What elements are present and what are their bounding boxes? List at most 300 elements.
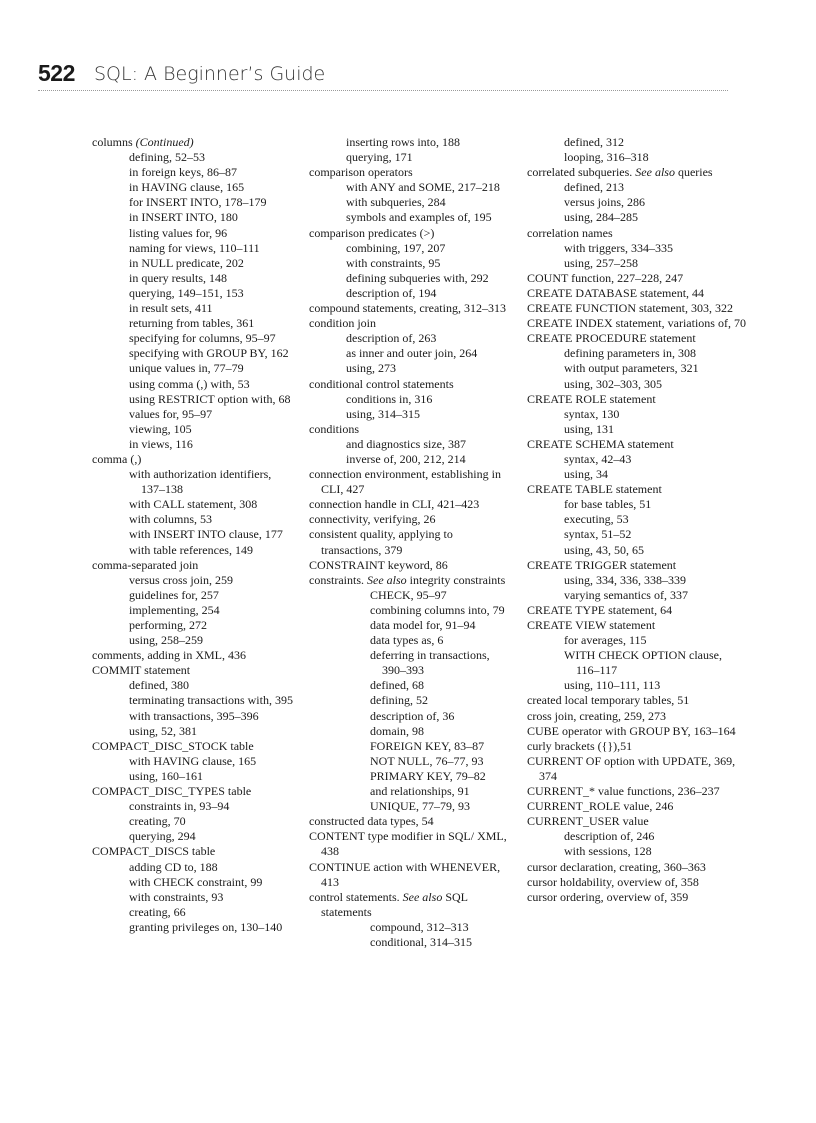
index-subentry xyxy=(92,724,297,739)
entry-text: CREATE PROCEDURE statement xyxy=(527,331,696,346)
index-entry xyxy=(527,618,747,633)
index-entry xyxy=(527,724,747,739)
entry-text: consistent quality, applying to transactions, 379 xyxy=(309,527,453,557)
index-subentry xyxy=(309,256,514,271)
entry-text: CREATE TRIGGER statement xyxy=(527,557,677,572)
entry-text: querying, 294 xyxy=(129,829,196,844)
index-subentry xyxy=(309,150,514,165)
index-subentry xyxy=(527,241,747,256)
entry-text: in views, 116 xyxy=(129,436,193,451)
entry-text: CREATE DATABASE statement, 44 xyxy=(527,285,705,300)
entry-text: CONTINUE action with WHENEVER, 413 xyxy=(309,859,501,889)
index-subentry xyxy=(309,286,514,301)
entry-text: as inner and outer join, 264 xyxy=(346,346,478,361)
entry-text: creating, 66 xyxy=(129,904,186,919)
index-entry xyxy=(527,482,747,497)
index-entry xyxy=(309,829,514,859)
index-entry xyxy=(527,286,747,301)
entry-text: with subqueries, 284 xyxy=(346,195,446,210)
entry-text: versus cross join, 259 xyxy=(129,572,233,587)
index-subentry xyxy=(92,241,297,256)
entry-text: CREATE VIEW statement xyxy=(527,618,656,632)
entry-text: for base tables, 51 xyxy=(564,497,652,512)
index-subentry xyxy=(92,618,297,633)
index-subentry xyxy=(309,920,514,935)
index-subentry xyxy=(309,935,514,950)
entry-text: connectivity, verifying, 26 xyxy=(309,512,436,527)
index-column-1 xyxy=(92,135,297,935)
index-entry xyxy=(92,663,297,678)
index-subentry xyxy=(92,407,297,422)
entry-text: CHECK, 95–97 xyxy=(370,587,447,602)
entry-text: comparison predicates (>) xyxy=(309,225,435,240)
index-subentry xyxy=(92,361,297,376)
entry-text: in foreign keys, 86–87 xyxy=(129,165,237,180)
index-entry xyxy=(309,467,514,497)
index-subentry xyxy=(92,286,297,301)
index-entry xyxy=(309,860,514,890)
index-subentry xyxy=(309,618,514,633)
index-subentry xyxy=(92,497,297,512)
index-subentry xyxy=(92,527,297,542)
entry-text: cursor holdability, overview of, 358 xyxy=(527,874,699,889)
index-entry xyxy=(309,814,514,829)
index-subentry xyxy=(527,844,747,859)
entry-text: WITH CHECK OPTION clause, 116–117 xyxy=(564,648,722,678)
index-subentry xyxy=(309,392,514,407)
index-entry xyxy=(527,709,747,724)
entry-text: description of, 36 xyxy=(370,708,455,723)
index-subentry xyxy=(527,527,747,542)
entry-text: using, 131 xyxy=(564,421,615,436)
index-subentry xyxy=(527,210,747,225)
index-subentry xyxy=(92,301,297,316)
entry-text: CREATE SCHEMA statement xyxy=(527,436,674,451)
entry-text: in result sets, 411 xyxy=(129,301,213,316)
index-subentry xyxy=(309,452,514,467)
entry-text: in INSERT INTO, 180 xyxy=(129,210,238,225)
index-entry xyxy=(309,226,514,241)
index-entry xyxy=(309,512,514,527)
entry-text: comma (,) xyxy=(92,451,142,466)
index-entry xyxy=(527,437,747,452)
entry-text: CUBE operator with GROUP BY, 163–164 xyxy=(527,723,736,738)
index-entry xyxy=(309,527,514,557)
index-entry xyxy=(309,301,514,316)
index-subentry xyxy=(309,271,514,286)
index-subentry xyxy=(92,588,297,603)
index-subentry xyxy=(527,497,747,512)
index-entry xyxy=(527,165,747,180)
entry-text: granting privileges on, 130–140 xyxy=(129,919,283,934)
index-subentry xyxy=(527,588,747,603)
entry-text: defining subqueries with, 292 xyxy=(346,270,489,285)
book-title: SQL: A Beginner’s Guide xyxy=(94,63,326,85)
entry-text: unique values in, 77–79 xyxy=(129,361,244,376)
index-subentry xyxy=(527,377,747,392)
index-subentry xyxy=(92,226,297,241)
index-subentry xyxy=(309,180,514,195)
index-subentry xyxy=(309,135,514,150)
index-subentry xyxy=(309,588,514,603)
index-subentry xyxy=(309,633,514,648)
entry-text: NOT NULL, 76–77, 93 xyxy=(370,753,484,768)
index-entry xyxy=(527,316,747,331)
index-subentry xyxy=(92,920,297,935)
entry-text: using, 160–161 xyxy=(129,768,204,783)
entry-text: looping, 316–318 xyxy=(564,150,649,165)
entry-text: correlated subqueries. xyxy=(527,165,633,180)
entry-text: using, 110–111, 113 xyxy=(564,678,661,693)
index-subentry xyxy=(92,603,297,618)
entry-text: in HAVING clause, 165 xyxy=(129,180,245,195)
entry-text: with INSERT INTO clause, 177 xyxy=(129,527,283,542)
entry-text: cursor ordering, overview of, 359 xyxy=(527,889,689,904)
index-subentry xyxy=(92,573,297,588)
entry-text: defined, 68 xyxy=(370,678,424,693)
entry-text: UNIQUE, 77–79, 93 xyxy=(370,799,470,814)
index-entry xyxy=(92,135,297,150)
index-subentry xyxy=(92,392,297,407)
index-entry xyxy=(92,739,297,754)
index-entry xyxy=(92,648,297,663)
entry-text: in query results, 148 xyxy=(129,270,227,285)
entry-cross-reference: See also xyxy=(402,889,443,904)
index-subentry xyxy=(309,331,514,346)
index-entry xyxy=(527,331,747,346)
index-subentry xyxy=(527,648,747,678)
entry-text: deferring in transactions, 390–393 xyxy=(370,648,490,678)
entry-text: comparison operators xyxy=(309,165,413,180)
index-entry xyxy=(527,558,747,573)
index-entry xyxy=(309,316,514,331)
entry-text: with HAVING clause, 165 xyxy=(129,753,257,768)
entry-text: in NULL predicate, 202 xyxy=(129,255,244,270)
entry-text: columns xyxy=(92,135,133,149)
index-subentry xyxy=(92,633,297,648)
index-subentry xyxy=(92,512,297,527)
entry-text: domain, 98 xyxy=(370,723,424,738)
index-subentry xyxy=(92,860,297,875)
index-subentry xyxy=(527,135,747,150)
entry-text: constraints in, 93–94 xyxy=(129,799,230,814)
entry-text: curly brackets ({}),51 xyxy=(527,738,633,753)
index-subentry xyxy=(92,346,297,361)
index-subentry xyxy=(92,210,297,225)
entry-text: COMPACT_DISC_TYPES table xyxy=(92,784,252,799)
entry-text: with triggers, 334–335 xyxy=(564,240,673,255)
entry-text: returning from tables, 361 xyxy=(129,316,255,331)
index-entry xyxy=(527,814,747,829)
entry-text: compound statements, creating, 312–313 xyxy=(309,301,506,316)
index-entry xyxy=(527,392,747,407)
entry-text: with sessions, 128 xyxy=(564,844,652,859)
entry-text: conditions xyxy=(309,421,359,436)
entry-text: using, 314–315 xyxy=(346,406,421,421)
page-number: 522 xyxy=(38,60,75,86)
entry-text: COMPACT_DISC_STOCK table xyxy=(92,738,254,753)
index-entry xyxy=(92,844,297,859)
index-subentry xyxy=(309,648,514,678)
entry-text: data model for, 91–94 xyxy=(370,618,476,632)
index-subentry xyxy=(92,814,297,829)
entry-cross-reference-target: SQL statements xyxy=(321,889,468,919)
entry-text: inverse of, 200, 212, 214 xyxy=(346,451,466,466)
index-entry xyxy=(309,422,514,437)
index-entry xyxy=(527,799,747,814)
running-header xyxy=(38,60,728,91)
entry-text: querying, 149–151, 153 xyxy=(129,285,244,300)
entry-text: with columns, 53 xyxy=(129,512,212,527)
entry-text: COMPACT_DISCS table xyxy=(92,844,216,859)
entry-text: specifying for columns, 95–97 xyxy=(129,331,276,346)
entry-text: compound, 312–313 xyxy=(370,919,469,934)
index-entry xyxy=(527,784,747,799)
entry-text: constraints. xyxy=(309,572,364,587)
entry-text: description of, 194 xyxy=(346,285,437,300)
entry-cross-reference: See also xyxy=(367,572,407,587)
index-subentry xyxy=(309,754,514,769)
entry-text: CREATE TYPE statement, 64 xyxy=(527,602,673,617)
entry-text: constructed data types, 54 xyxy=(309,814,434,829)
index-subentry xyxy=(527,512,747,527)
entry-text: defining, 52–53 xyxy=(129,150,205,165)
entry-text: using, 258–259 xyxy=(129,633,204,648)
entry-text: comments, adding in XML, 436 xyxy=(92,648,246,663)
index-entry xyxy=(527,693,747,708)
entry-text: using, 257–258 xyxy=(564,255,639,270)
index-entry xyxy=(527,890,747,905)
entry-text: CURRENT_* value functions, 236–237 xyxy=(527,784,720,799)
entry-text: created local temporary tables, 51 xyxy=(527,693,690,708)
index-subentry xyxy=(527,829,747,844)
index-subentry xyxy=(527,407,747,422)
index-subentry xyxy=(527,422,747,437)
entry-text: with ANY and SOME, 217–218 xyxy=(346,180,500,195)
entry-text: varying semantics of, 337 xyxy=(564,587,688,602)
index-subentry xyxy=(309,769,514,784)
entry-text: and diagnostics size, 387 xyxy=(346,436,466,451)
index-subentry xyxy=(92,165,297,180)
entry-text: using RESTRICT option with, 68 xyxy=(129,391,291,406)
index-entry xyxy=(309,890,514,920)
entry-text: with output parameters, 321 xyxy=(564,361,699,376)
index-column-3 xyxy=(527,135,747,905)
index-subentry xyxy=(309,241,514,256)
index-subentry xyxy=(309,784,514,799)
entry-text: COUNT function, 227–228, 247 xyxy=(527,270,684,285)
entry-text: using comma (,) with, 53 xyxy=(129,376,250,391)
entry-text: defining, 52 xyxy=(370,693,428,708)
index-entry xyxy=(527,603,747,618)
entry-text: CREATE FUNCTION statement, 303, 322 xyxy=(527,301,733,316)
index-entry xyxy=(309,573,514,588)
entry-text: values for, 95–97 xyxy=(129,406,213,421)
entry-text: and relationships, 91 xyxy=(370,784,470,799)
index-subentry xyxy=(527,467,747,482)
entry-text: naming for views, 110–111 xyxy=(129,240,260,255)
entry-text: control statements. xyxy=(309,889,400,904)
entry-text: CONSTRAINT keyword, 86 xyxy=(309,557,448,572)
index-subentry xyxy=(92,377,297,392)
entry-text: with CALL statement, 308 xyxy=(129,497,258,512)
entry-text: combining, 197, 207 xyxy=(346,240,446,255)
index-entry xyxy=(92,558,297,573)
index-subentry xyxy=(92,693,297,708)
index-subentry xyxy=(527,573,747,588)
entry-text: combining columns into, 79 xyxy=(370,602,505,617)
entry-text: inserting rows into, 188 xyxy=(346,135,460,149)
entry-text: cursor declaration, creating, 360–363 xyxy=(527,859,706,874)
index-subentry xyxy=(92,678,297,693)
entry-text: connection handle in CLI, 421–423 xyxy=(309,497,480,512)
index-entry xyxy=(309,165,514,180)
entry-text: symbols and examples of, 195 xyxy=(346,210,492,225)
index-subentry xyxy=(92,875,297,890)
entry-text: using, 302–303, 305 xyxy=(564,376,663,391)
index-entry xyxy=(527,226,747,241)
entry-text: defined, 213 xyxy=(564,180,624,195)
index-entry xyxy=(527,301,747,316)
index-subentry xyxy=(309,693,514,708)
index-subentry xyxy=(92,467,297,497)
index-subentry xyxy=(92,180,297,195)
entry-text: COMMIT statement xyxy=(92,663,191,678)
entry-text: with authorization identifiers, 137–138 xyxy=(129,467,272,497)
entry-text: listing values for, 96 xyxy=(129,225,228,240)
index-subentry xyxy=(92,256,297,271)
index-subentry xyxy=(527,678,747,693)
index-subentry xyxy=(92,316,297,331)
index-subentry xyxy=(92,799,297,814)
index-entry xyxy=(527,271,747,286)
entry-text: creating, 70 xyxy=(129,814,186,829)
index-subentry xyxy=(527,256,747,271)
entry-text: terminating transactions with, 395 xyxy=(129,693,293,708)
index-subentry xyxy=(92,422,297,437)
index-subentry xyxy=(92,829,297,844)
index-subentry xyxy=(92,331,297,346)
index-subentry xyxy=(527,361,747,376)
entry-text: cross join, creating, 259, 273 xyxy=(527,708,666,723)
entry-text: with constraints, 95 xyxy=(346,255,441,270)
entry-text: for INSERT INTO, 178–179 xyxy=(129,195,267,210)
entry-text: guidelines for, 257 xyxy=(129,587,219,602)
entry-text: versus joins, 286 xyxy=(564,195,645,210)
entry-text: executing, 53 xyxy=(564,512,629,527)
index-subentry xyxy=(309,603,514,618)
index-subentry xyxy=(309,210,514,225)
entry-text: CONTENT type modifier in SQL/ XML, 438 xyxy=(309,829,507,859)
index-subentry xyxy=(527,452,747,467)
index-entry xyxy=(527,860,747,875)
index-entry xyxy=(309,558,514,573)
entry-text: adding CD to, 188 xyxy=(129,859,218,874)
index-entry xyxy=(92,784,297,799)
entry-text: CREATE ROLE statement xyxy=(527,391,656,406)
entry-text: CREATE TABLE statement xyxy=(527,482,662,497)
index-subentry xyxy=(92,769,297,784)
entry-text: syntax, 42–43 xyxy=(564,451,632,466)
index-subentry xyxy=(527,633,747,648)
index-subentry xyxy=(309,678,514,693)
index-entry xyxy=(309,497,514,512)
entry-text: using, 34 xyxy=(564,467,609,482)
index-subentry xyxy=(92,271,297,286)
entry-text: performing, 272 xyxy=(129,618,207,632)
entry-text: conditional, 314–315 xyxy=(370,934,472,949)
entry-text: implementing, 254 xyxy=(129,602,220,617)
index-subentry xyxy=(92,150,297,165)
entry-text: conditional control statements xyxy=(309,376,454,391)
entry-text: syntax, 51–52 xyxy=(564,527,632,542)
index-subentry xyxy=(309,407,514,422)
index-subentry xyxy=(309,346,514,361)
entry-text: using, 334, 336, 338–339 xyxy=(564,572,687,587)
index-subentry xyxy=(527,195,747,210)
entry-text: querying, 171 xyxy=(346,150,413,165)
entry-text: with CHECK constraint, 99 xyxy=(129,874,263,889)
entry-text: with transactions, 395–396 xyxy=(129,708,259,723)
entry-text: CURRENT_USER value xyxy=(527,814,649,829)
entry-text: data types as, 6 xyxy=(370,633,444,648)
entry-cross-reference: (Continued) xyxy=(135,135,194,149)
entry-text: using, 284–285 xyxy=(564,210,639,225)
entry-text: defined, 380 xyxy=(129,678,189,693)
entry-text: FOREIGN KEY, 83–87 xyxy=(370,738,485,753)
entry-text: defined, 312 xyxy=(564,135,624,149)
index-subentry xyxy=(527,543,747,558)
index-subentry xyxy=(92,890,297,905)
index-subentry xyxy=(527,180,747,195)
entry-text: using, 273 xyxy=(346,361,397,376)
entry-cross-reference: See also xyxy=(635,165,675,180)
index-entry xyxy=(309,377,514,392)
index-subentry xyxy=(309,709,514,724)
entry-text: with table references, 149 xyxy=(129,542,253,557)
entry-text: specifying with GROUP BY, 162 xyxy=(129,346,289,361)
index-subentry xyxy=(309,195,514,210)
entry-text: connection environment, establishing in CLI, 427 xyxy=(309,467,501,497)
entry-text: correlation names xyxy=(527,225,613,240)
index-subentry xyxy=(527,150,747,165)
index-subentry xyxy=(309,724,514,739)
entry-text: description of, 263 xyxy=(346,331,437,346)
entry-text: CREATE INDEX statement, variations of, 70 xyxy=(527,316,746,331)
index-subentry xyxy=(92,195,297,210)
entry-text: comma-separated join xyxy=(92,557,199,572)
index-subentry xyxy=(309,739,514,754)
entry-text: description of, 246 xyxy=(564,829,655,844)
entry-text: CURRENT OF option with UPDATE, 369, 374 xyxy=(527,753,736,783)
index-subentry xyxy=(92,543,297,558)
index-subentry xyxy=(92,709,297,724)
entry-text: defining parameters in, 308 xyxy=(564,346,696,361)
index-subentry xyxy=(309,799,514,814)
entry-text: syntax, 130 xyxy=(564,406,620,421)
entry-text: conditions in, 316 xyxy=(346,391,433,406)
index-subentry xyxy=(92,905,297,920)
entry-text: PRIMARY KEY, 79–82 xyxy=(370,768,486,783)
entry-text: using, 43, 50, 65 xyxy=(564,542,645,557)
index-column-2 xyxy=(309,135,514,950)
entry-text: for averages, 115 xyxy=(564,633,647,648)
index-entry xyxy=(527,875,747,890)
entry-text: condition join xyxy=(309,316,376,331)
index-entry xyxy=(92,452,297,467)
index-subentry xyxy=(527,346,747,361)
entry-text: CURRENT_ROLE value, 246 xyxy=(527,799,674,814)
